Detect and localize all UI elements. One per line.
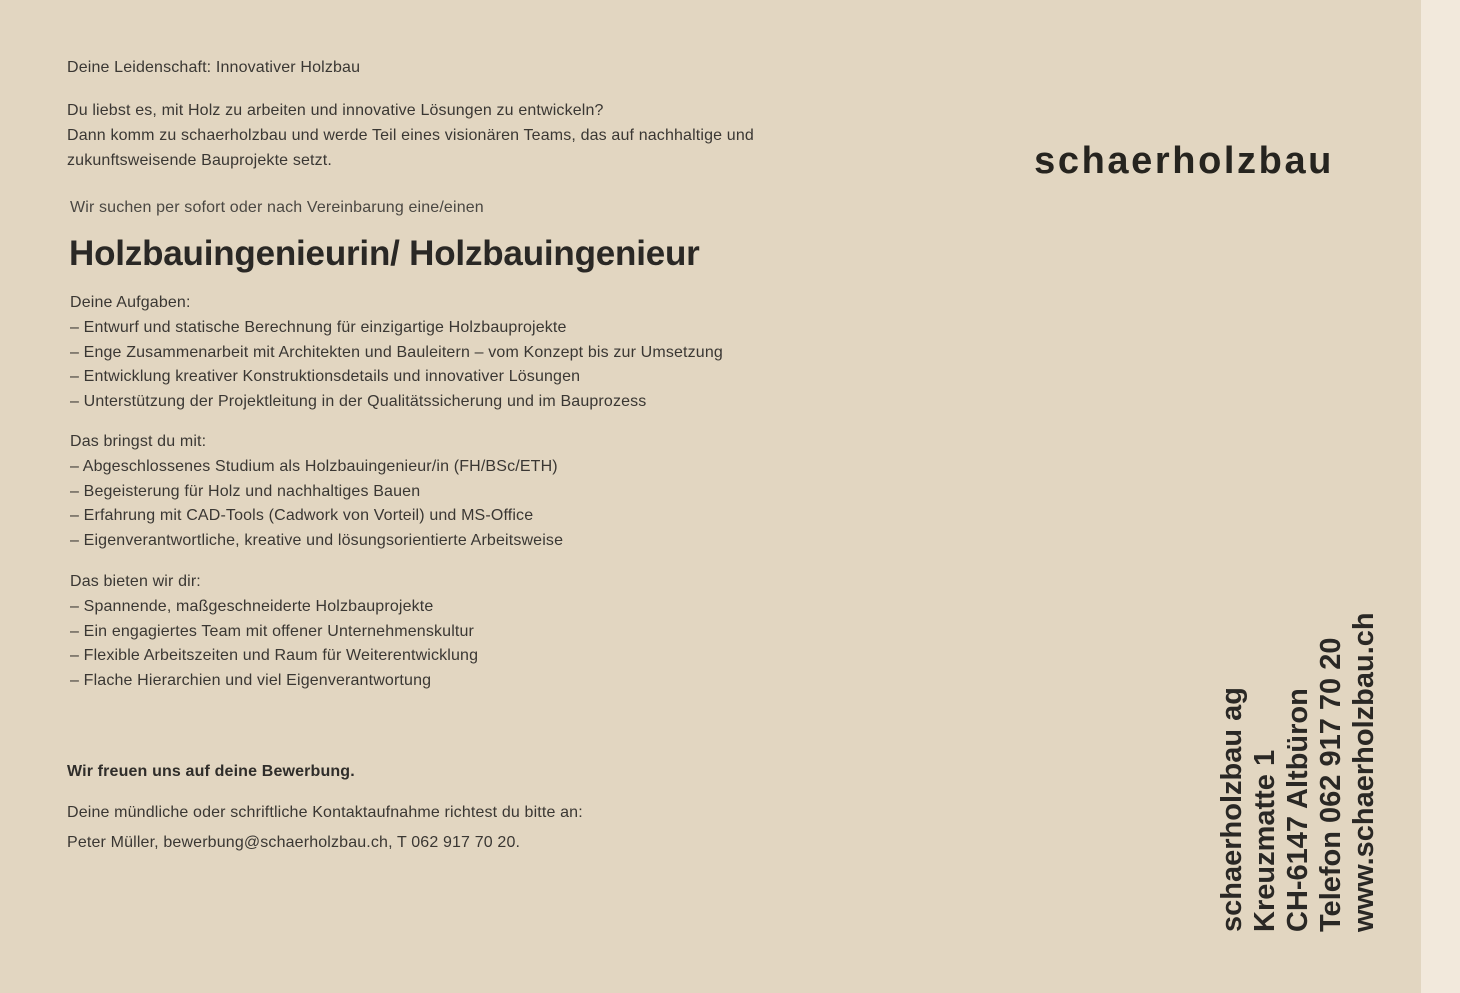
job-title: Holzbauingenieurin/ Holzbauingenieur	[69, 234, 700, 273]
list-item: – Abgeschlossenes Studium als Holzbauingenieur/in (FH/BSc/ETH)	[70, 457, 558, 475]
list-item: – Flexible Arbeitszeiten und Raum für Weiterentwicklung	[70, 647, 479, 665]
address-company: schaerholzbau ag	[1216, 687, 1248, 932]
address-phone: Telefon 062 917 70 20	[1315, 637, 1347, 932]
list-item: – Flache Hierarchien und viel Eigenverantwortung	[70, 672, 432, 690]
section-heading: Das bieten wir dir:	[70, 573, 201, 590]
intro-line: Dann komm zu schaerholzbau und werde Teil eines visionären Teams, das auf nachhaltige und	[67, 127, 754, 144]
closing-statement: Wir freuen uns auf deine Bewerbung.	[67, 763, 355, 780]
section-offer	[70, 570, 478, 694]
list-item: – Eigenverantwortliche, kreative und lösungsorientierte Arbeitsweise	[70, 532, 564, 550]
list-item: – Erfahrung mit CAD-Tools (Cadwork von Vorteil) und MS-Office	[70, 507, 534, 525]
address-website: www.schaerholzbau.ch	[1348, 612, 1380, 932]
company-logo: schaerholzbau	[1034, 140, 1334, 182]
address-block	[1216, 612, 1381, 932]
list-item: – Spannende, maßgeschneiderte Holzbauprojekte	[70, 597, 434, 615]
list-item: – Enge Zusammenarbeit mit Architekten und Bauleitern – vom Konzept bis zur Umsetzung	[70, 343, 723, 361]
address-street: Kreuzmatte 1	[1249, 749, 1281, 932]
list-item: – Ein engagiertes Team mit offener Unternehmenskultur	[70, 622, 475, 640]
list-item: – Entwicklung kreativer Konstruktionsdetails und innovativer Lösungen	[70, 368, 581, 386]
section-heading: Das bringst du mit:	[70, 433, 207, 450]
intro-line: zukunftsweisende Bauprojekte setzt.	[67, 152, 332, 169]
list-item: – Unterstützung der Projektleitung in der Qualitätssicherung und im Bauprozess	[70, 393, 647, 411]
search-line: Wir suchen per sofort oder nach Vereinbarung eine/einen	[70, 199, 484, 216]
intro-paragraph	[67, 98, 754, 173]
list-item: – Begeisterung für Holz und nachhaltiges Bauen	[70, 482, 421, 500]
section-requirements	[70, 430, 563, 554]
section-heading: Deine Aufgaben:	[70, 294, 191, 311]
list-item: – Entwurf und statische Berechnung für einzigartige Holzbauprojekte	[70, 318, 567, 336]
contact-details: Peter Müller, bewerbung@schaerholzbau.ch, T 062 917 70 20.	[67, 834, 521, 851]
contact-intro: Deine mündliche oder schriftliche Kontaktaufnahme richtest du bitte an:	[67, 804, 583, 821]
address-city: CH-6147 Altbüron	[1282, 688, 1314, 932]
intro-line: Du liebst es, mit Holz zu arbeiten und innovative Lösungen zu entwickeln?	[67, 102, 604, 119]
section-tasks	[70, 291, 723, 415]
tagline: Deine Leidenschaft: Innovativer Holzbau	[67, 59, 361, 76]
